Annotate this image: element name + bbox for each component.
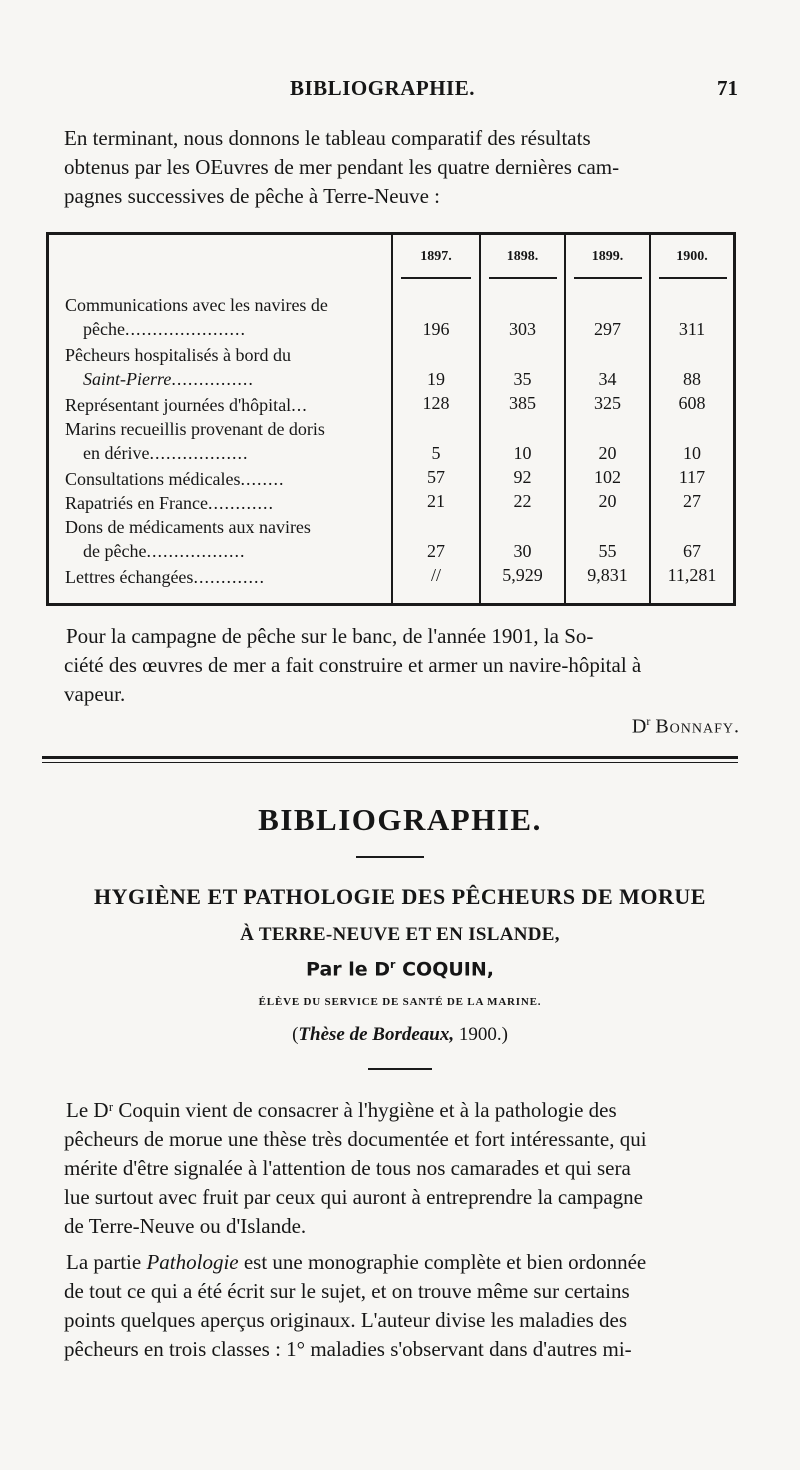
table-cell: 196 <box>422 319 450 339</box>
review-line: pêcheurs en trois classes : 1° maladies s'observant dans d'autres mi- <box>64 1337 632 1361</box>
table-row-label: Pêcheurs hospitalisés à bord du Saint-Pierre............... <box>65 345 291 389</box>
table-cell: 34 <box>598 369 617 389</box>
table-cell: 30 <box>513 541 532 561</box>
table-cell: 11,281 <box>667 565 717 585</box>
results-table <box>46 232 736 606</box>
header-underline <box>659 277 727 279</box>
book-thesis: (Thèse de Bordeaux, 1900.) <box>292 1024 508 1045</box>
header-title: BIBLIOGRAPHIE. <box>290 76 475 100</box>
table-cell: 10 <box>683 443 701 463</box>
table-row-label: Consultations médicales........ <box>65 469 285 489</box>
table-cell: 55 <box>598 541 617 561</box>
table-cell: 5,929 <box>502 565 543 585</box>
running-header <box>62 74 738 104</box>
review-paragraph-1 <box>64 1096 738 1241</box>
header-underline <box>574 277 642 279</box>
review-line: de tout ce qui a été écrit sur le sujet, et on trouve même sur certains <box>64 1279 630 1303</box>
table-cell: 22 <box>513 491 532 511</box>
table-row-label: Représentant journées d'hôpital... <box>65 395 308 415</box>
table-cell: 5 <box>431 443 441 463</box>
section-divider <box>42 756 738 759</box>
table-cell: 128 <box>422 393 450 413</box>
signature: $D^r$ Bonnafy. <box>631 714 740 738</box>
table-row-label: Communications avec les navires de pêche...................... <box>65 295 328 339</box>
page-number: 71 <box>717 76 738 100</box>
table-row-label: Lettres échangées............. <box>65 567 265 587</box>
intro-line: pagnes successives de pêche à Terre-Neuve : <box>64 184 440 208</box>
table-cell: 9,831 <box>587 565 628 585</box>
title-underline <box>356 856 424 858</box>
review-line: La partie Pathologie est une monographie complète et bien ordonnée <box>66 1250 647 1274</box>
year-header: 1897. <box>420 249 452 264</box>
table-cell: 297 <box>594 319 621 339</box>
intro-line: En terminant, nous donnons le tableau comparatif des résultats <box>64 126 591 150</box>
header-underline <box>401 277 471 279</box>
section-title: BIBLIOGRAPHIE. <box>258 802 542 837</box>
table-cell: 303 <box>509 319 536 339</box>
table-cell: 385 <box>509 393 536 413</box>
table-cell: 325 <box>594 393 621 413</box>
table-cell: 20 <box>598 443 617 463</box>
table-cell: 21 <box>427 491 445 511</box>
book-title-line2: À TERRE-NEUVE ET EN ISLANDE, <box>240 924 560 945</box>
closing-paragraph <box>64 622 738 709</box>
book-author: Par le $D^r$ COQUIN, <box>306 958 494 981</box>
book-author-role: ÉLÈVE DU SERVICE DE SANTÉ DE LA MARINE. <box>258 996 542 1008</box>
table-cell: 35 <box>513 369 532 389</box>
table-cell: 92 <box>513 467 532 487</box>
table-cell: // <box>430 565 441 585</box>
table-cell: 10 <box>513 443 532 463</box>
year-header: 1899. <box>591 249 624 264</box>
table-cell: 27 <box>427 541 445 561</box>
book-title-line1: HYGIÈNE ET PATHOLOGIE DES PÊCHEURS DE MORUE <box>94 884 706 909</box>
table-cell: 88 <box>683 369 701 389</box>
closing-line: Pour la campagne de pêche sur le banc, de l'année 1901, la So- <box>66 624 594 648</box>
table-cell: 311 <box>678 319 706 339</box>
intro-line: obtenus par les OEuvres de mer pendant les quatre dernières cam- <box>64 155 620 179</box>
review-line: Le Dʳ Coquin vient de consacrer à l'hygiène et à la pathologie des <box>66 1098 617 1122</box>
closing-line: vapeur. <box>64 682 126 706</box>
review-paragraph-2 <box>64 1248 738 1364</box>
header-underline <box>489 277 557 279</box>
review-line: lue surtout avec fruit par ceux qui auront à entreprendre la campagne <box>64 1185 643 1209</box>
review-line: mérite d'être signalée à l'attention de tous nos camarades et qui sera <box>64 1156 631 1180</box>
table-cell: 102 <box>594 467 621 487</box>
review-line: points quelques aperçus originaux. L'auteur divise les maladies des <box>64 1308 628 1332</box>
table-cell: 117 <box>678 467 706 487</box>
table-cell: 608 <box>678 393 706 413</box>
section-divider-thin <box>42 762 738 763</box>
table-row-label: Rapatriés en France............ <box>65 493 274 513</box>
table-cell: 20 <box>598 491 617 511</box>
book-underline <box>368 1068 432 1070</box>
intro-paragraph <box>64 124 738 211</box>
table-cell: 19 <box>427 369 445 389</box>
year-header: 1900. <box>676 249 708 264</box>
table-cell: 57 <box>427 467 445 487</box>
year-header: 1898. <box>506 249 539 264</box>
closing-line: ciété des œuvres de mer a fait construire et armer un navire-hôpital à <box>64 653 642 677</box>
table-row-label: Dons de médicaments aux navires de pêche.................. <box>65 517 311 561</box>
review-line: de Terre-Neuve ou d'Islande. <box>64 1214 307 1238</box>
table-cell: 67 <box>683 541 701 561</box>
table-row-label: Marins recueillis provenant de doris en dérive.................. <box>65 419 325 463</box>
review-line: pêcheurs de morue une thèse très documentée et fort intéressante, qui <box>64 1127 647 1151</box>
table-cell: 27 <box>683 491 701 511</box>
